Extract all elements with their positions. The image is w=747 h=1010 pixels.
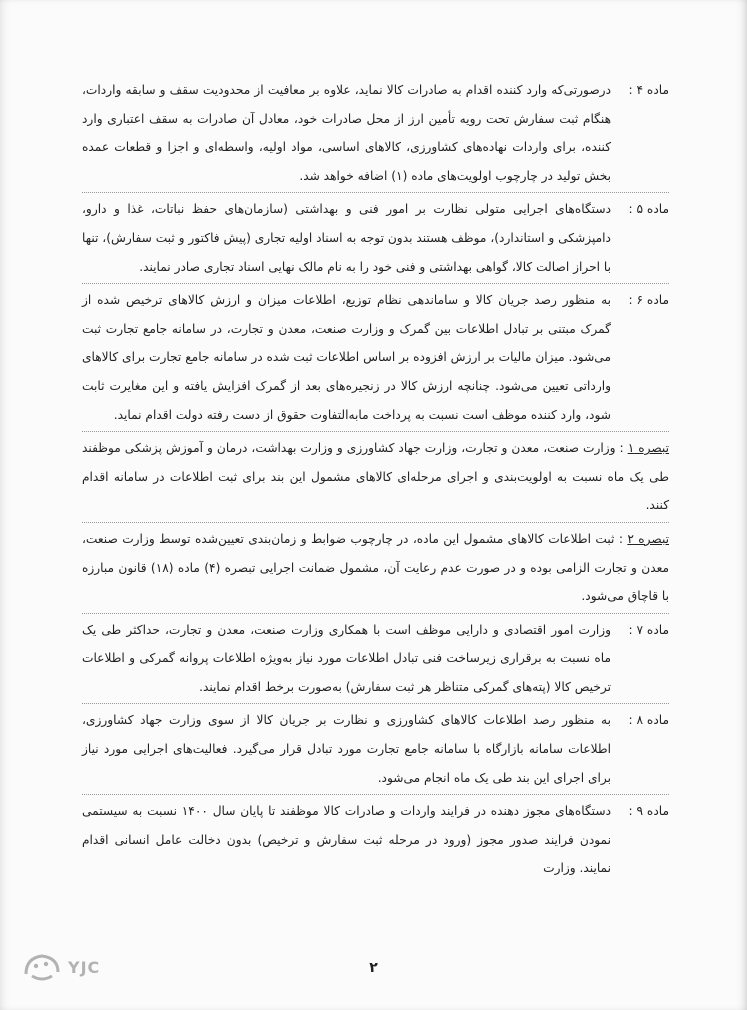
document-body [82, 76, 669, 883]
separator [82, 283, 669, 284]
article-text: درصورتی‌که وارد کننده اقدام به صادرات کالا نماید، علاوه بر معافیت از محدودیت سقف و سابقه واردات، هنگام ثبت سفارش تحت رویه تأمین ارز از محل صادرات خود، معادل آن صادرات به سقف اعتباری وارد کننده، برای واردات نهاده‌های کشاورزی، کالاهای اساسی، مواد اولیه، واسطه‌ای و اجزا و قطعات عمده بخش تولید در چارچوب اولویت‌های ماده (۱) اضافه خواهد شد. [82, 83, 611, 183]
article-text: دستگاه‌های اجرایی متولی نظارت بر امور فنی و بهداشتی (سازمان‌های حفظ نباتات، غذا و دارو، دامپزشکی و استاندارد)، موظف هستند بدون توجه به اسناد اولیه تجاری (پیش فاکتور و ثبت سفارش)، تنها با احراز اصالت کالا، گواهی بهداشتی و فنی خود را به نام مالک نهایی اسناد تجاری صادر نمایند. [82, 202, 611, 274]
article-8 [82, 706, 669, 792]
article-9 [82, 797, 669, 883]
article-text: به منظور رصد جریان کالا و ساماندهی نظام توزیع، اطلاعات میزان و ارزش کالاهای ترخیص شده از گمرک مبتنی بر تبادل اطلاعات بین گمرک و وزارت صنعت، معدن و تجارت، در سامانه جامع تجارت ثبت می‌شود. میزان مالیات بر ارزش افزوده بر اساس اطلاعات ثبت شده در سامانه جامع تجارت برای کالاهای وارداتی تعیین می‌شود. چنانچه ارزش کالا در زنجیره‌های بعد از گمرک افزایش یافته و این مغایرت ثابت شود، وارد کننده موظف است نسبت به پرداخت مابه‌التفاوت حقوق از دست رفته دولت اقدام نماید. [82, 293, 611, 422]
article-label: ماده ۵ : [628, 202, 669, 217]
note-text: : وزارت صنعت، معدن و تجارت، وزارت جهاد کشاورزی و وزارت بهداشت، درمان و آموزش پزشکی موظفند طی یک ماه نسبت به اولویت‌بندی و اجرای مرحله‌ای کالاهای مشمول این بند برای ثبت اطلاعات در سامانه اقدام کنند. [82, 441, 669, 513]
separator [82, 613, 669, 614]
note-text: : ثبت اطلاعات کالاهای مشمول این ماده، در چارچوب ضوابط و زمان‌بندی تعیین‌شده توسط وزارت صنعت، معدن و تجارت الزامی بوده و در صورت عدم رعایت آن، مشمول ضمانت اجرایی تبصره (۴) ماده (۱۸) قانون مبارزه با قاچاق می‌شود. [82, 531, 670, 604]
note-title: تبصره ۲ [627, 531, 670, 546]
article-6 [82, 286, 669, 429]
page-number: ۲ [369, 960, 378, 976]
separator [82, 431, 669, 432]
article-label: ماده ۹ : [628, 804, 669, 819]
separator [82, 192, 669, 193]
article-label: ماده ۷ : [628, 622, 669, 637]
article-5 [82, 195, 669, 281]
yjc-logo-icon [22, 950, 62, 984]
article-text: وزارت امور اقتصادی و دارایی موظف است با همکاری وزارت صنعت، معدن و تجارت، حداکثر طی یک ماه نسبت به برقراری زیرساخت فنی تبادل اطلاعات مورد نیاز به‌ویژه اطلاعات پروانه گمرکی و اطلاعات ترخیص کالا (پته‌های گمرکی متناظر هر ثبت سفارش) به‌صورت برخط اقدام نمایند. [82, 622, 611, 694]
article-text: به منظور رصد اطلاعات کالاهای کشاورزی و نظارت بر جریان کالا از سوی وزارت جهاد کشاورزی، اطلاعات سامانه بازارگاه با سامانه جامع تجارت مورد تبادل قرار می‌گیرد. فعالیت‌های اجرایی مورد نیاز برای اجرای این بند طی یک ماه انجام می‌شود. [82, 713, 611, 785]
note-title: تبصره ۱ [627, 441, 670, 456]
separator [82, 794, 669, 795]
article-label: ماده ۴ : [628, 83, 669, 97]
article-label: ماده ۸ : [628, 713, 669, 728]
note-1 [82, 434, 669, 520]
separator [82, 522, 669, 523]
watermark-logo [22, 950, 100, 984]
article-7 [82, 616, 669, 702]
article-text: دستگاه‌های مجوز دهنده در فرایند واردات و صادرات کالا موظفند تا پایان سال ۱۴۰۰ نسبت به سیستمی نمودن فرایند صدور مجوز (ورود در مرحله ثبت سفارش و ترخیص) بدون دخالت عامل انسانی اقدام نمایند. وزارت [82, 804, 611, 876]
article-label: ماده ۶ : [628, 293, 669, 308]
article-4 [82, 76, 669, 190]
logo-text: YJC [68, 957, 101, 977]
note-2 [82, 525, 669, 611]
separator [82, 703, 669, 704]
